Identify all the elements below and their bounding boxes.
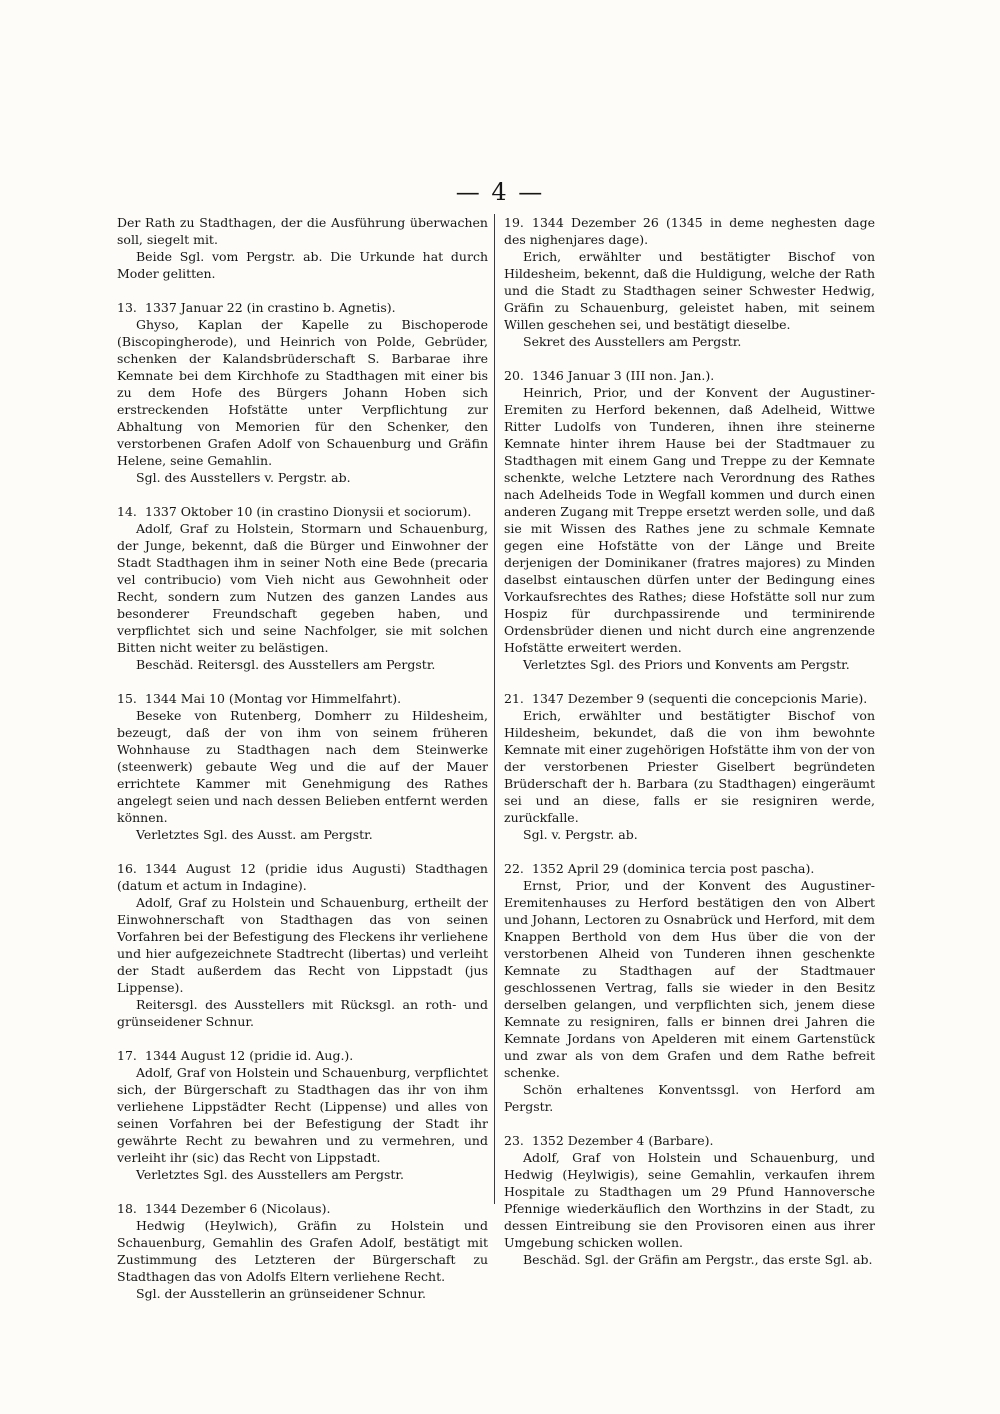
entry-heading bbox=[117, 503, 488, 520]
entry-number: 18. bbox=[117, 1201, 137, 1216]
entry-heading bbox=[504, 1132, 875, 1149]
entry-seal-note: Sgl. des Ausstellers v. Pergstr. ab. bbox=[136, 470, 351, 485]
entry-seal-note: Verletztes Sgl. des Priors und Konvents am Pergstr. bbox=[523, 657, 850, 672]
entry-text: Erich, erwählter und bestätigter Bischof von Hildesheim, bekundet, daß die von ihm bewohnte Kemnate mit einer zugehörigen Hofstätte ihm von der von der verstorbenen Priester Giselbert begründeten Brüderschaft der h. Barbara (zu Stadthagen) eingeräumt sei und an diese, falls er sie resigniren werde, zurückfalle. bbox=[504, 708, 875, 825]
entry-number: 16. bbox=[117, 861, 137, 876]
entry-text: Erich, erwählter und bestätigter Bischof von Hildesheim, bekennt, daß die Huldigung, welche der Rath und die Stadt zu Stadthagen seiner Schwester Hedwig, Gräfin zu Schauenburg, geleistet haben, mit seinem Willen geschehen sei, und bestätigt dieselbe. bbox=[504, 249, 875, 332]
entry-number: 19. bbox=[504, 215, 524, 230]
entry-seal-note: Schön erhaltenes Konventssgl. von Herford am Pergstr. bbox=[504, 1082, 875, 1114]
entry-seal-note: Verletztes Sgl. des Ausstellers am Pergstr. bbox=[136, 1167, 404, 1182]
entry-date: 1352 April 29 (dominica tercia post pascha). bbox=[532, 861, 815, 876]
entry-date: 1347 Dezember 9 (sequenti die concepcionis Marie). bbox=[532, 691, 868, 706]
entry-heading bbox=[504, 860, 875, 877]
document-entry-22 bbox=[504, 860, 875, 1115]
entry-seal-note: Sekret des Ausstellers am Pergstr. bbox=[523, 334, 742, 349]
entry-seal-note: Reitersgl. des Ausstellers mit Rücksgl. an roth- und grünseidener Schnur. bbox=[117, 997, 488, 1029]
entry-heading bbox=[117, 860, 488, 894]
entry-number: 13. bbox=[117, 300, 137, 315]
entry-date: 1352 Dezember 4 (Barbare). bbox=[532, 1133, 714, 1148]
entry-heading bbox=[117, 1047, 488, 1064]
entry-heading bbox=[117, 299, 488, 316]
entry-number: 20. bbox=[504, 368, 524, 383]
column-divider bbox=[494, 214, 495, 1204]
entry-number: 22. bbox=[504, 861, 524, 876]
entry-text: Beseke von Rutenberg, Domherr zu Hildesheim, bezeugt, daß der von ihm von seinem früheren Wohnhause zu Stadthagen nach dem Steinwerke (steenwerk) gebaute Weg und die auf der Mauer errichtete Kammer mit Genehmigung des Rathes angelegt seien und nach dessen Belieben entfernt werden können. bbox=[117, 708, 488, 825]
document-entry-15 bbox=[117, 690, 488, 843]
document-entry-17 bbox=[117, 1047, 488, 1183]
entry-number: 14. bbox=[117, 504, 137, 519]
entry-date: 1344 August 12 (pridie id. Aug.). bbox=[145, 1048, 354, 1063]
document-entry-20 bbox=[504, 367, 875, 673]
entry-date: 1346 Januar 3 (III non. Jan.). bbox=[532, 368, 715, 383]
entry-text: Ghyso, Kaplan der Kapelle zu Bischoperode (Biscopingherode), und Heinrich von Polde, Gebrüder, schenken der Kalandsbrüderschaft S. Barbarae ihre Kemnate bei dem Kirchhofe zu Stadthagen mit einer bis zu dem Hofe des Bürgers Johann Hoben sich erstreckenden Hofstätte unter Verpflichtung zur Abhaltung von Memorien für den Schenker, den verstorbenen Grafen Adolf von Schauenburg und Gräfin Helene, seine Gemahlin. bbox=[117, 317, 488, 468]
entry-heading bbox=[504, 214, 875, 248]
right-column bbox=[504, 214, 875, 1285]
entry-heading bbox=[117, 690, 488, 707]
page-number: — 4 — bbox=[455, 178, 545, 206]
entry-date: 1344 August 12 (pridie idus Augusti) Stadthagen (datum et actum in Indagine). bbox=[117, 861, 488, 893]
intro-block bbox=[117, 214, 488, 282]
entry-text: Hedwig (Heylwich), Gräfin zu Holstein und Schauenburg, Gemahlin des Grafen Adolf, bestätigt mit Zustimmung des Letzteren der Bürgerschaft zu Stadthagen das von Adolfs Eltern verliehene Recht. bbox=[117, 1218, 488, 1284]
entry-seal-note: Sgl. der Ausstellerin an grünseidener Schnur. bbox=[136, 1286, 427, 1301]
entry-text: Adolf, Graf von Holstein und Schauenburg, und Hedwig (Heylwigis), seine Gemahlin, verkaufen ihrem Hospitale zu Stadthagen um 29 Pfund Hannoversche Pfennige wiederkäuflich den Worthzins in der Stadt, zu dessen Eintreibung sie den Provisoren einen aus ihrer Umgebung schicken wollen. bbox=[504, 1150, 875, 1250]
entry-number: 21. bbox=[504, 691, 524, 706]
entry-date: 1344 Mai 10 (Montag vor Himmelfahrt). bbox=[145, 691, 402, 706]
entry-heading bbox=[504, 367, 875, 384]
left-column bbox=[117, 214, 488, 1319]
document-entry-18 bbox=[117, 1200, 488, 1302]
entry-seal-note: Sgl. v. Pergstr. ab. bbox=[523, 827, 638, 842]
entry-text: Adolf, Graf zu Holstein, Stormarn und Schauenburg, der Junge, bekennt, daß die Bürger und Einwohner der Stadt Stadthagen ihm in seiner Noth eine Bede (precaria vel contribucio) vom Vieh nicht aus Gewohnheit oder Recht, sondern zum Nutzen des ganzen Landes aus besonderer Freundschaft gegeben haben, und verpflichtet sich und seine Nachfolger, sie mit solchen Bitten nicht weiter zu belästigen. bbox=[117, 521, 488, 655]
entry-number: 17. bbox=[117, 1048, 137, 1063]
entry-seal-note: Beschäd. Sgl. der Gräfin am Pergstr., das erste Sgl. ab. bbox=[523, 1252, 873, 1267]
document-entry-21 bbox=[504, 690, 875, 843]
entry-number: 23. bbox=[504, 1133, 524, 1148]
entry-number: 15. bbox=[117, 691, 137, 706]
entry-heading bbox=[504, 690, 875, 707]
intro-paragraph: Der Rath zu Stadthagen, der die Ausführung überwachen soll, siegelt mit. bbox=[117, 215, 488, 247]
entry-date: 1337 Oktober 10 (in crastino Dionysii et sociorum). bbox=[145, 504, 472, 519]
entry-text: Ernst, Prior, und der Konvent des Augustiner-Eremitenhauses zu Herford bestätigen den von Albert und Johann, Lectoren zu Osnabrück und Herford, mit dem Knappen Berthold von dem Hus über die von der verstorbenen Alheid von Tunderen ihnen geschenkte Kemnate zu Stadthagen auf der Stadtmauer geschlossenen Vertrag, falls sie wieder in den Besitz derselben gelangen, und verpflichten sich, jenem diese Kemnate zu resigniren, falls er binnen drei Jahren die Kemnate Jordans von Apelderen mit einem Gartenstück und zwar als von dem Grafen und dem Rathe befreit schenke. bbox=[504, 878, 875, 1080]
entry-seal-note: Beschäd. Reitersgl. des Ausstellers am Pergstr. bbox=[136, 657, 436, 672]
document-entry-13 bbox=[117, 299, 488, 486]
entry-date: 1337 Januar 22 (in crastino b. Agnetis). bbox=[145, 300, 396, 315]
entry-date: 1344 Dezember 26 (1345 in deme neghesten dage des nighenjares dage). bbox=[504, 215, 875, 247]
entry-text: Adolf, Graf zu Holstein und Schauenburg, ertheilt der Einwohnerschaft von Stadthagen das von seinen Vorfahren bei der Befestigung des Fleckens ihr verliehene und hier aufgezeichnete Stadtrecht (libertas) und verleiht der Stadt außerdem das Recht von Lippstadt (jus Lippense). bbox=[117, 895, 488, 995]
intro-paragraph: Beide Sgl. vom Pergstr. ab. Die Urkunde hat durch Moder gelitten. bbox=[117, 249, 488, 281]
entry-text: Adolf, Graf von Holstein und Schauenburg, verpflichtet sich, der Bürgerschaft zu Stadthagen das ihr von ihm verliehene Lippstädter Recht (Lippense) und alles von seinen Vorfahren bei der Befestigung der Stadt ihr gewährte Recht zu bewahren und zu vermehren, und verleiht ihr (sic) das Recht von Lippstadt. bbox=[117, 1065, 488, 1165]
entry-seal-note: Verletztes Sgl. des Ausst. am Pergstr. bbox=[136, 827, 373, 842]
document-entry-14 bbox=[117, 503, 488, 673]
document-entry-19 bbox=[504, 214, 875, 350]
entry-text: Heinrich, Prior, und der Konvent der Augustiner-Eremiten zu Herford bekennen, daß Adelheid, Wittwe Ritter Ludolfs von Tunderen, ihnen ihre steinerne Kemnate hinter ihrem Hause bei der Stadtmauer zu Stadthagen mit einem Gang und Treppe zu der Kemnate schenkte, welche Letztere nach Verordnung des Rathes nach Adelheids Tode in Wegfall kommen und durch einen anderen Zugang mit Treppe ersetzt werden solle, und daß sie mit Wissen des Rathes jene zu schmale Kemnate gegen eine Hofstätte von der Länge und Breite derjenigen der Dominikaner (fratres majores) zu Minden daselbst eintauschen dürfen unter der Bedingung eines Vorkaufsrechtes des Rathes; diese Hofstätte soll nur zum Hospiz für durchpassirende und terminirende Ordensbrüder dienen und nicht durch eine angrenzende Hofstätte erweitert werden. bbox=[504, 385, 875, 655]
entry-heading bbox=[117, 1200, 488, 1217]
document-entry-16 bbox=[117, 860, 488, 1030]
entry-date: 1344 Dezember 6 (Nicolaus). bbox=[145, 1201, 331, 1216]
document-entry-23 bbox=[504, 1132, 875, 1268]
